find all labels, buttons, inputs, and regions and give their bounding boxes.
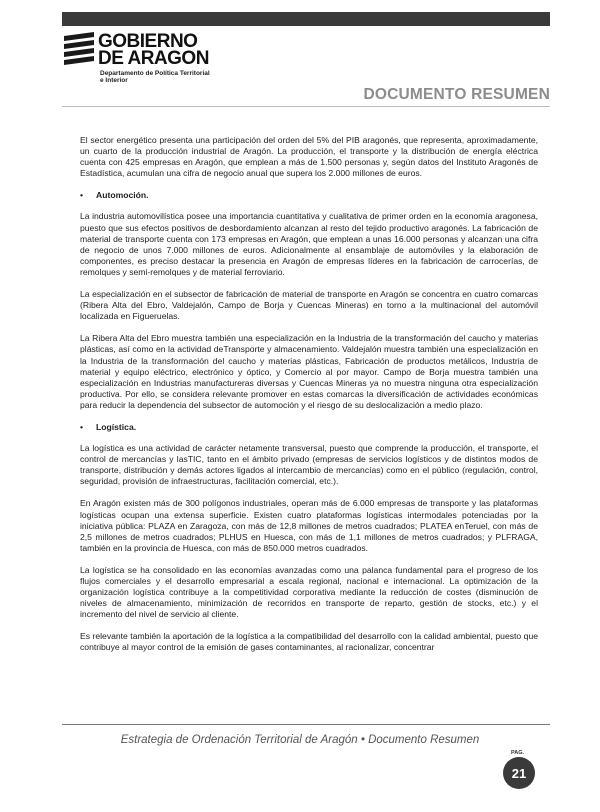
- aragon-stripes-logo-icon: [64, 32, 96, 66]
- header-divider: [62, 106, 550, 107]
- page-label: PAG.: [511, 750, 525, 756]
- paragraph-automocion-2: La especialización en el subsector de fabricación de material de transporte en Aragón se concentra en cuatro comarcas (Ribera Alta del Ebro, Valdejalón, Campo de Borja y Cuencas Mineras) en torno a la multinacional del automóvil localizada en Figueruelas.: [80, 289, 538, 322]
- department-line-1: Departamento de Política Territorial: [100, 70, 210, 77]
- logo-line-2: DE ARAGON: [98, 48, 209, 69]
- paragraph-logistica-3: La logística se ha consolidado en las economías avanzadas como una palanca fundamental para el progreso de los flujos comerciales y el desarrollo empresarial a escala regional, nacional e internacional. La optimización de la organización logística contribuye a la competitividad corporativa mediante la reducción de costes (disminución de niveles de almacenamiento, minimización de recorridos en transporte de reparto, gestión de stocks, etc.) y el incremento del nivel de servicio al cliente.: [80, 564, 538, 620]
- department-line-2: e Interior: [100, 77, 128, 84]
- logo-line-1: GOBIERNO: [98, 31, 198, 52]
- paragraph-logistica-1: La logística es una actividad de carácter netamente transversal, puesto que comprende la producción, el transporte, el control de mercancías y lasTIC, tanto en el ámbito privado (empresas de servicios logísticos y de distintos modos de transporte, distribución y demás actores ligados al intercambio de mercancías) como en el público (regulación, control, seguridad, provisión de infraestructuras, facilitación comercial, etc.).: [80, 443, 538, 487]
- paragraph-logistica-4: Es relevante también la aportación de la logística a la compatibilidad del desarrollo con la calidad ambiental, puesto que contribuye al mayor control de la emisión de gases contaminantes, al racionalizar, concentrar: [80, 631, 538, 653]
- gobierno-aragon-logo: [64, 32, 264, 92]
- section-heading-automocion: [80, 190, 538, 201]
- paragraph-logistica-2: En Aragón existen más de 300 polígonos industriales, operan más de 6.000 empresas de transporte y las plataformas logísticas ocupan una extensa superficie. Existen cuatro plataformas logísticas intermodales potenciadas por la iniciativa pública: PLAZA en Zaragoza, con más de 12,8 millones de metros cuadrados; PLATEA enTeruel, con más de 2,5 millones de metros cuadrados; PLHUS en Huesca, con más de 1,1 millones de metros cuadrados; y PLFRAGA, también en la provincia de Huesca, con más de 850.000 metros cuadrados.: [80, 498, 538, 553]
- document-label: DOCUMENTO RESUMEN: [363, 86, 550, 103]
- section-heading-logistica: [80, 422, 538, 433]
- bullet-dot-icon: •: [80, 190, 84, 201]
- page-number: 21: [511, 765, 527, 781]
- paragraph-automocion-1: La industria automovilística posee una importancia cuantitativa y cualitativa de primer orden en la economía aragonesa, puesto que sus efectos positivos de desbordamiento alcanzan al resto del tejido productivo aragonés. La fabricación de material de transporte cuenta con 173 empresas en Aragón, que emplean a unas 16.000 personas y alcanzan una cifra de negocio de unos 7.000 millones de euros. Adicionalmente al ensamblaje de automóviles y la elaboración de componentes, es preciso destacar la presencia en Aragón de empresas líderes en la fabricación de carrocerías, de remolques y semi-remolques y de material ferroviario.: [80, 211, 538, 277]
- section-heading-label: Logística.: [96, 421, 137, 432]
- paragraph-automocion-3: La Ribera Alta del Ebro muestra también una especialización en la Industria de la transformación del caucho y materias plásticas, así como en la actividad deTransporte y almacenamiento. Valdejalón muestra también una especialización en la Industria de la transformación del caucho y materias plásticas, Fabricación de productos metálicos, Industria de material y equipo eléctrico, electrónico y óptico, y Comercio al por mayor. Campo de Borja muestra también una especialización en Industrias manufactureras diversas y Cuencas Mineras ya no muestra ninguna otra especialización productiva. Por ello, se considera relevante promover en estas comarcas la diversificación de actividades económicas para reducir la dependencia del subsector de automoción y el riesgo de su deslocalización a medio plazo.: [80, 333, 538, 410]
- section-heading-label: Automoción.: [96, 190, 149, 201]
- footer-divider: [62, 724, 550, 725]
- page-number-badge: [503, 757, 535, 789]
- footer-title: Estrategia de Ordenación Territorial de Aragón • Documento Resumen: [120, 734, 480, 746]
- document-body: [80, 135, 538, 665]
- header-top-bar: [62, 12, 550, 26]
- paragraph-energy: El sector energético presenta una participación del orden del 5% del PIB aragonés, que representa, aproximadamente, un cuarto de la producción industrial de Aragón. La producción, el transporte y la distribución de energía eléctrica cuenta con 425 empresas en Aragón, que emplean a más de 1.500 personas y, según datos del Instituto Aragonés de Estadística, acumulan una cifra de negocio anual que supera los 2.000 millones de euros.: [80, 135, 538, 179]
- bullet-dot-icon: •: [80, 421, 84, 432]
